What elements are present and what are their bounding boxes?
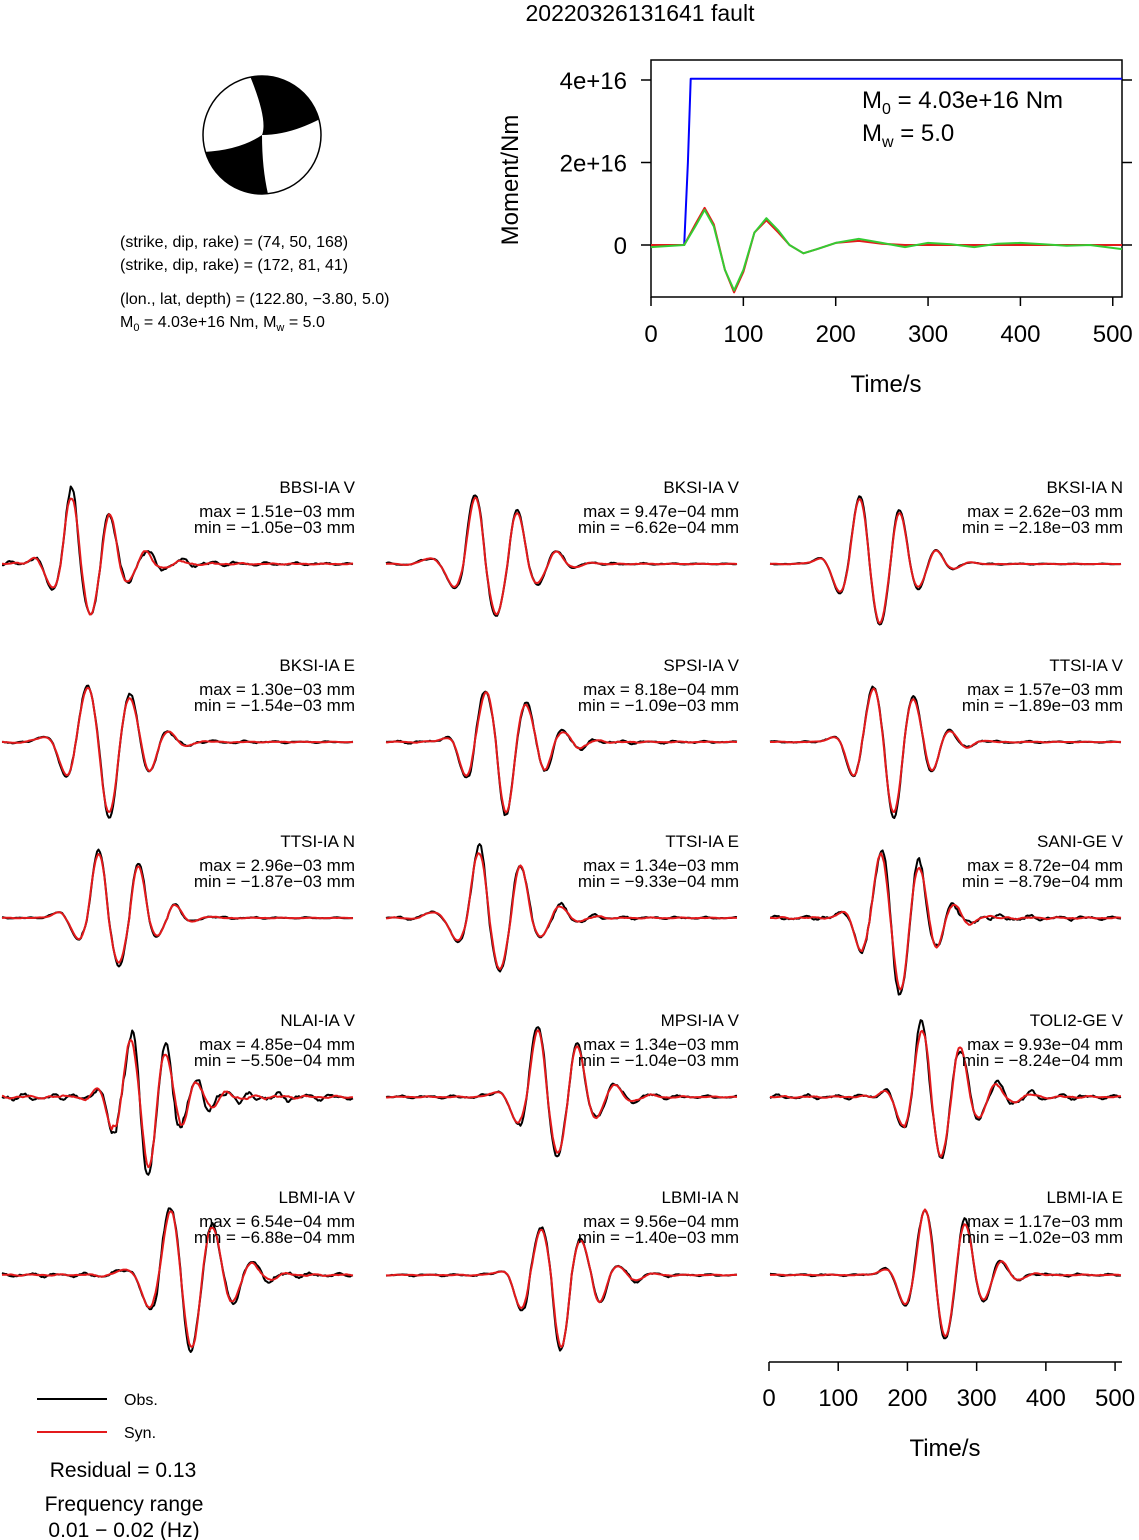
- waveform-panel-mpsi-ia-v: [386, 1011, 740, 1156]
- station-max: max = 9.93e−04 mm: [967, 1035, 1123, 1054]
- station-min: min = −1.89e−03 mm: [961, 696, 1123, 715]
- station-max: max = 1.57e−03 mm: [967, 680, 1123, 699]
- station-name: BKSI-IA E: [279, 656, 355, 675]
- station-min: min = −6.62e−04 mm: [577, 518, 739, 537]
- moment-rate-chart: [497, 60, 1133, 398]
- stf-xtick-label: 400: [1000, 321, 1041, 348]
- waveform-panel-lbmi-ia-n: [386, 1188, 739, 1351]
- station-min: min = −8.24e−04 mm: [961, 1051, 1123, 1070]
- waveform-xtick-label: 100: [818, 1385, 859, 1412]
- nodal-plane-1: (strike, dip, rake) = (74, 50, 168): [120, 234, 349, 251]
- station-max: max = 1.30e−03 mm: [199, 680, 355, 699]
- station-max: max = 2.96e−03 mm: [199, 856, 355, 875]
- waveform-panel-spsi-ia-v: [386, 656, 740, 815]
- station-min: min = −1.09e−03 mm: [577, 696, 739, 715]
- station-name: NLAI-IA V: [280, 1011, 355, 1030]
- station-min: min = −1.04e−03 mm: [577, 1051, 739, 1070]
- waveform-panel-bksi-ia-v: [386, 478, 740, 616]
- station-min: min = −9.33e−04 mm: [577, 872, 739, 891]
- station-name: TTSI-IA E: [665, 832, 739, 851]
- station-min: min = −1.02e−03 mm: [961, 1228, 1123, 1247]
- residual: Residual = 0.13: [49, 1459, 197, 1482]
- waveform-xtick-label: 300: [956, 1385, 997, 1412]
- frequency-range-title: Frequency range: [44, 1493, 204, 1516]
- station-max: max = 2.62e−03 mm: [967, 502, 1123, 521]
- waveform-xtick-label: 200: [887, 1385, 928, 1412]
- stf-xtick-label: 0: [644, 321, 658, 348]
- station-name: TTSI-IA V: [1049, 656, 1123, 675]
- frequency-range-value: 0.01 − 0.02 (Hz): [48, 1519, 200, 1540]
- focal-mechanism-beachball-icon: [203, 76, 322, 200]
- station-max: max = 1.34e−03 mm: [583, 856, 739, 875]
- stf-m0-label: $M_0 = 4.03e+16$ Nm: [862, 87, 1064, 118]
- waveform-panel-ttsi-ia-v: [770, 656, 1124, 818]
- station-max: max = 1.51e−03 mm: [199, 502, 355, 521]
- waveform-panel-bksi-ia-e: [2, 656, 355, 818]
- stf-ytick-label: 2e+16: [559, 150, 627, 178]
- station-name: LBMI-IA V: [278, 1188, 355, 1207]
- waveform-xtick-label: 400: [1025, 1385, 1066, 1412]
- waveform-panel-toli2-ge-v: [770, 1011, 1124, 1158]
- waveform-xtick-label: 500: [1095, 1385, 1136, 1412]
- waveform-panel-lbmi-ia-v: [2, 1188, 356, 1352]
- station-min: min = −1.87e−03 mm: [193, 872, 355, 891]
- stf-xtick-label: 300: [908, 321, 949, 348]
- station-min: min = −6.88e−04 mm: [193, 1228, 355, 1247]
- station-max: max = 4.85e−04 mm: [199, 1035, 355, 1054]
- station-name: MPSI-IA V: [660, 1011, 739, 1030]
- station-name: BKSI-IA N: [1046, 478, 1123, 497]
- station-name: LBMI-IA E: [1046, 1188, 1123, 1207]
- station-min: min = −2.18e−03 mm: [961, 518, 1123, 537]
- waveform-panel-lbmi-ia-e: [770, 1188, 1123, 1338]
- station-name: BKSI-IA V: [663, 478, 739, 497]
- waveform-panel-ttsi-ia-e: [386, 832, 739, 972]
- station-name: LBMI-IA N: [661, 1188, 739, 1207]
- legend-obs-label: Obs.: [124, 1392, 158, 1409]
- stf-mw-label: $M_w = 5.0$: [862, 120, 955, 151]
- waveform-time-axis: [762, 1362, 1135, 1462]
- synthetic-trace: [386, 1230, 737, 1347]
- stf-xtick-label: 500: [1092, 321, 1133, 348]
- waveform-panel-nlai-ia-v: [2, 1011, 356, 1175]
- stf-ytick-label: 4e+16: [559, 68, 627, 95]
- station-min: min = −1.40e−03 mm: [577, 1228, 739, 1247]
- nodal-plane-2: (strike, dip, rake) = (172, 81, 41): [120, 257, 349, 274]
- stf-series-2: [651, 208, 1122, 293]
- stf-series-1: [651, 210, 1122, 291]
- station-max: max = 9.56e−04 mm: [583, 1212, 739, 1231]
- station-max: max = 8.18e−04 mm: [583, 680, 739, 699]
- station-min: min = −8.79e−04 mm: [961, 872, 1123, 891]
- waveform-xlabel: Time/s: [909, 1435, 981, 1462]
- stf-xtick-label: 100: [723, 321, 764, 348]
- stf-ytick-label: 0: [613, 233, 627, 260]
- hypocenter: (lon., lat, depth) = (122.80, −3.80, 5.0): [120, 291, 390, 308]
- station-max: max = 6.54e−04 mm: [199, 1212, 355, 1231]
- station-name: TTSI-IA N: [280, 832, 355, 851]
- waveform-panel-sani-ge-v: [770, 832, 1124, 995]
- stf-xlabel: Time/s: [850, 371, 922, 398]
- waveform-panel-bksi-ia-n: [770, 478, 1123, 625]
- station-name: BBSI-IA V: [279, 478, 355, 497]
- station-min: min = −1.54e−03 mm: [193, 696, 355, 715]
- station-min: min = −5.50e−04 mm: [193, 1051, 355, 1070]
- station-name: TOLI2-GE V: [1029, 1011, 1123, 1030]
- station-min: min = −1.05e−03 mm: [193, 518, 355, 537]
- source-parameters: [120, 234, 390, 334]
- station-max: max = 1.34e−03 mm: [583, 1035, 739, 1054]
- figure-title: 20220326131641 fault: [525, 0, 755, 26]
- waveform-grid: [2, 478, 1124, 1352]
- station-max: max = 1.17e−03 mm: [967, 1212, 1123, 1231]
- stf-ylabel: Moment/Nm: [497, 114, 524, 246]
- legend-syn-label: Syn.: [124, 1425, 157, 1442]
- moment-magnitude-line: $M_0 = 4.03e+16$ Nm, $M_w = 5.0$: [120, 314, 325, 334]
- station-max: max = 8.72e−04 mm: [967, 856, 1123, 875]
- waveform-panel-ttsi-ia-n: [2, 832, 355, 967]
- legend: [37, 1392, 203, 1540]
- waveform-panel-bbsi-ia-v: [2, 478, 356, 615]
- station-name: SANI-GE V: [1037, 832, 1123, 851]
- waveform-xtick-label: 0: [762, 1385, 776, 1412]
- station-max: max = 9.47e−04 mm: [583, 502, 739, 521]
- stf-xtick-label: 200: [815, 321, 856, 348]
- station-name: SPSI-IA V: [663, 656, 739, 675]
